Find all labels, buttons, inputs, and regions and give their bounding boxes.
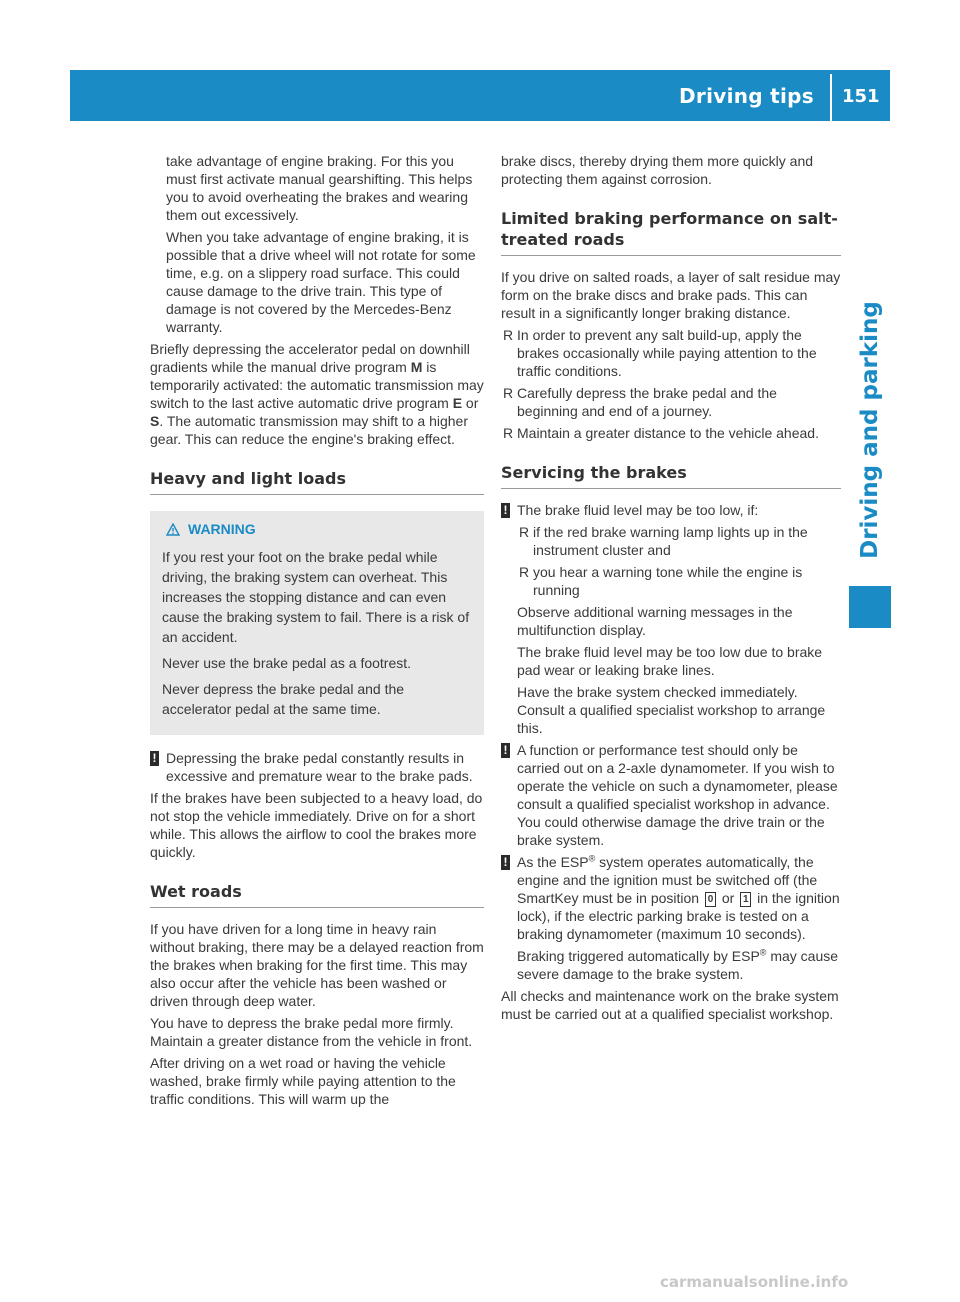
warning-box [150,511,484,735]
list-item: R Maintain a greater distance to the vehicle ahead. [503,425,819,441]
paragraph: After driving on a wet road or having the vehicle washed, brake firmly while paying attention to the traffic conditions. This will warm up the [150,1055,456,1107]
note: ! A function or performance test should only be carried out on a 2-axle dynamometer. If you wish to operate the vehicle on such a dynamometer, please consult a qualified specialist workshop in advance. You could otherwise damage the drive train or the brake system. [501,741,841,849]
paragraph: If the brakes have been subjected to a heavy load, do not stop the vehicle immediately. Drive on for a short while. This allows the airflow to cool the brakes more quickly. [150,790,483,860]
header-divider [830,74,832,121]
warning-header [166,519,472,539]
watermark: carmanualsonline.info [660,1273,849,1291]
bullet-r-icon: R [503,425,514,441]
exclamation-icon: ! [150,751,159,766]
section-title: Driving tips [679,84,814,108]
note: ! As the ESP® system operates automatically, the engine and the ignition must be switched off (the SmartKey must be in position 0 or 1 in the ignition lock), if the electric parking brake is tested on a braking dynamometer (maximum 10 seconds). Braking triggered automatically by ESP® may cause severe damage to the brake system. [501,853,841,983]
left-column [150,152,484,1112]
warning-text: Never depress the brake pedal and the accelerator pedal at the same time. [162,681,405,717]
paragraph: Briefly depressing the accelerator pedal on downhill gradients while the manual drive program M is temporarily activated: the automatic transmission may switch to the last active automatic drive program E or S. The automatic transmission may shift to a higher gear. This can reduce the engine's braking effect. [150,341,484,447]
drive-program-m: M [410,359,423,375]
key-position-0-icon: 0 [705,892,716,907]
heading-servicing: Servicing the brakes [501,462,841,489]
side-tab [845,300,895,560]
side-tab-block [849,586,891,628]
exclamation-icon: ! [501,503,510,518]
drive-program-s: S [150,413,160,429]
warning-label: WARNING [188,521,256,537]
list-item: R if the red brake warning lamp lights up in the instrument cluster and [519,524,808,558]
page-number: 151 [842,86,880,107]
note: ! Depressing the brake pedal constantly results in excessive and premature wear to the brake pads. [150,749,484,785]
paragraph: If you drive on salted roads, a layer of salt residue may form on the brake discs and brake pads. This can result in a significantly longer braking distance. [501,269,841,321]
header-band [70,70,890,121]
paragraph: You have to depress the brake pedal more firmly. Maintain a greater distance from the vehicle in front. [150,1015,473,1049]
heading-wet-roads: Wet roads [150,881,484,908]
warning-text: If you rest your foot on the brake pedal while driving, the braking system can overheat. This increases the stopping distance and can even cause the braking system to fail. There is a risk of an accident. [162,549,470,645]
right-column [501,152,841,1027]
side-tab-label: Driving and parking [857,301,883,559]
warning-text: Never use the brake pedal as a footrest. [162,655,412,671]
list-item: R Carefully depress the brake pedal and the beginning and end of a journey. [503,385,777,419]
bullet-r-icon: R [503,385,514,401]
paragraph: If you have driven for a long time in heavy rain without braking, there may be a delayed reaction from the brakes when braking for the first time. This may also occur after the vehicle has been washed or driven through deep water. [150,921,484,1009]
bullet-r-icon: R [503,327,514,343]
note: ! The brake fluid level may be too low, if: R if the red brake warning lamp lights up in the instrument cluster and R you hear a warning tone while the engine is running Observe additional warning messages in the multifunction display. The brake fluid level may be too low due to brake pad wear or leaking brake lines. Have the brake system checked immediately. Consult a qualified specialist workshop to arrange this. [501,501,841,737]
list-item: R In order to prevent any salt build-up, apply the brakes occasionally while paying attention to the traffic conditions. [503,327,817,379]
warning-triangle-icon [166,523,180,536]
paragraph: When you take advantage of engine braking, it is possible that a drive wheel will not rotate for some time, e.g. on a slippery road surface. This could cause damage to the drive train. This type of damage is not covered by the Mercedes-Benz warranty. [166,229,476,335]
drive-program-e: E [452,395,463,411]
bullet-r-icon: R [519,564,530,580]
list-item: R you hear a warning tone while the engine is running [519,564,803,598]
key-position-1-icon: 1 [740,892,751,907]
exclamation-icon: ! [501,855,510,870]
paragraph: brake discs, thereby drying them more quickly and protecting them against corrosion. [501,153,814,187]
paragraph: All checks and maintenance work on the brake system must be carried out at a qualified specialist workshop. [501,988,839,1022]
exclamation-icon: ! [501,743,510,758]
heading-salt-roads: Limited braking performance on salt-treated roads [501,208,841,256]
bullet-r-icon: R [519,524,530,540]
heading-heavy-loads: Heavy and light loads [150,468,484,495]
paragraph: take advantage of engine braking. For this you must first activate manual gearshifting. This helps you to avoid overheating the brakes and wearing them out excessively. [166,153,473,223]
